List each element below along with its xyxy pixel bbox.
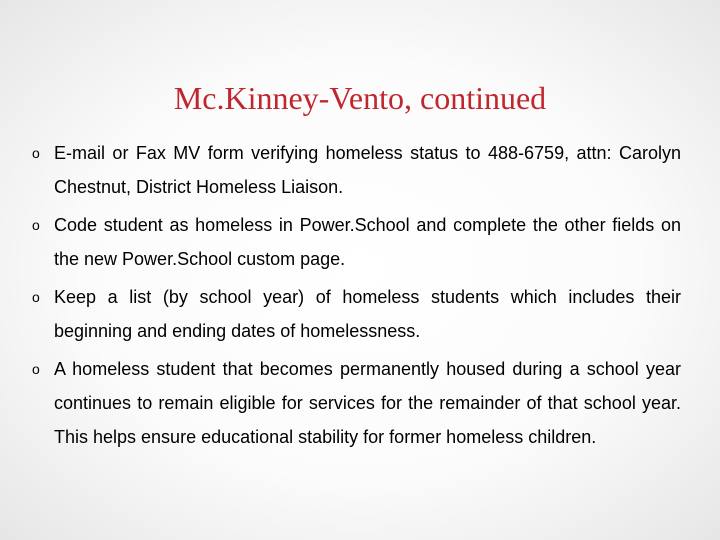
bullet-icon: o bbox=[32, 145, 40, 161]
list-item bbox=[32, 352, 681, 454]
slide-title: Mc.Kinney-Vento, continued bbox=[173, 80, 547, 116]
item-text: Code student as homeless in Power.School and complete the other fields on the new Power.School custom page. bbox=[54, 215, 681, 269]
item-text: Keep a list (by school year) of homeless students which includes their beginning and ending dates of homelessness. bbox=[54, 287, 681, 341]
list-item bbox=[32, 136, 681, 204]
list-item bbox=[32, 280, 681, 348]
bullet-icon: o bbox=[32, 361, 40, 377]
bullet-icon: o bbox=[32, 217, 40, 233]
item-text: A homeless student that becomes permanently housed during a school year continues to remain eligible for services for the remainder of that school year. This helps ensure educational stability for former homeless children. bbox=[54, 359, 681, 447]
item-text: E-mail or Fax MV form verifying homeless status to 488-6759, attn: Carolyn Chestnut, District Homeless Liaison. bbox=[54, 143, 681, 197]
list-item bbox=[32, 208, 681, 276]
bullet-icon: o bbox=[32, 289, 40, 305]
bullet-list bbox=[32, 136, 681, 458]
